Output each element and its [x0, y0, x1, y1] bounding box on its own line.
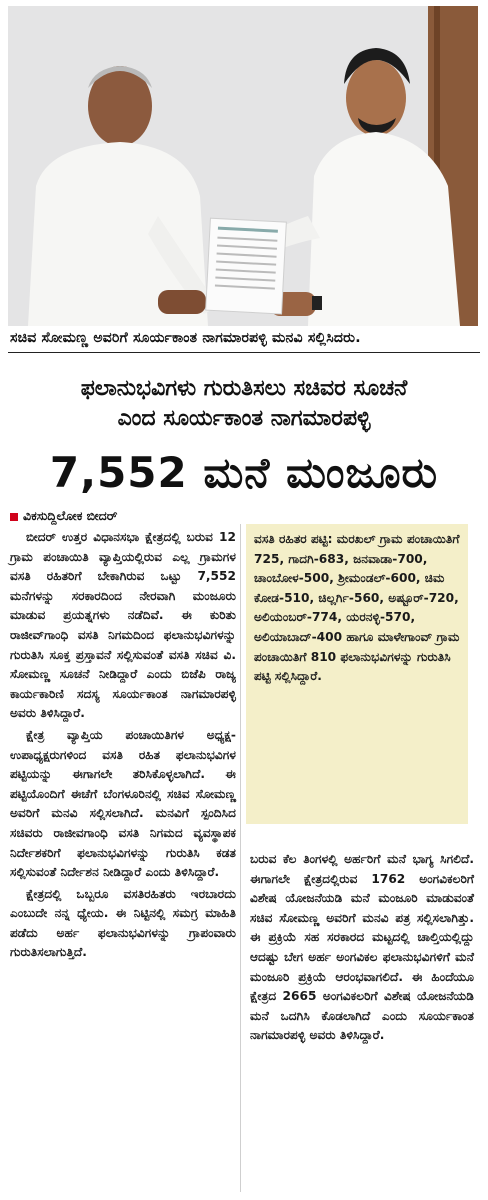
- photo-caption: ಸಚಿವ ಸೋಮಣ್ಣ ಅವರಿಗೆ ಸೂರ್ಯಕಾಂತ ನಾಗಮಾರಪಳ್ಳಿ ಮನವಿ ಸಲ್ಲಿಸಿದರು.: [10, 330, 361, 346]
- article-column-2: [250, 850, 474, 1048]
- byline-text: ವಿಕಸುದ್ದಿಲೋಕ ಬೀದರ್: [23, 508, 118, 523]
- paragraph: ಕ್ಷೇತ್ರ ವ್ಯಾಪ್ತಿಯ ಪಂಚಾಯಿತಿಗಳ ಅಧ್ಯಕ್ಷ-ಉಪಾಧ್ಯಕ್ಷರುಗಳಿಂದ ವಸತಿ ರಹಿತ ಫಲಾನುಭವಿಗಳ ಪಟ್ಟಿಯನ್ನು ಈಗಾಗಲೇ ತರಿಸಿಕೊಳ್ಳಲಾಗಿದೆ. ಈ ಪಟ್ಟಿಯೊಂದಿಗೆ ಈಚೆಗೆ ಬೆಂಗಳೂರಿನಲ್ಲಿ ಸಚಿವ ಸೋಮಣ್ಣ ಅವರಿಗೆ ಮನವಿ ಸಲ್ಲಿಸಲಾಗಿದೆ. ಮನವಿಗೆ ಸ್ಪಂದಿಸಿದ ಸಚಿವರು ರಾಜೀವಗಾಂಧಿ ವಸತಿ ನಿಗಮದ ವ್ಯವಸ್ಥಾಪಕ ನಿರ್ದೇಶಕರಿಗೆ ಫಲಾನುಭವಿಗಳನ್ನು ಗುರುತಿಸಿ ಕಡತ ಸಲ್ಲಿಸುವಂತೆ ನಿರ್ದೇಶನ ನೀಡಿದ್ದಾರೆ ಎಂದು ತಿಳಿಸಿದ್ದಾರೆ.: [10, 727, 236, 880]
- headline-line-1: ಫಲಾನುಭವಿಗಳು ಗುರುತಿಸಲು ಸಚಿವರ ಸೂಚನೆ: [80, 376, 408, 401]
- divider: [8, 352, 480, 353]
- paragraph: ಕ್ಷೇತ್ರದಲ್ಲಿ ಒಬ್ಬರೂ ವಸತಿರಹಿತರು ಇರಬಾರದು ಎಂಬುದೇ ನನ್ನ ಧ್ಯೇಯ. ಈ ನಿಟ್ಟಿನಲ್ಲಿ ಸಮಗ್ರ ಮಾಹಿತಿ ಪಡೆದು ಅರ್ಹ ಫಲಾನುಭವಿಗಳನ್ನು ಗ್ರಾಪಂವಾರು ಗುರುತಿಸಲಾಗುತ್ತಿದೆ.: [10, 886, 236, 960]
- main-headline: 7,552 ಮನೆ ಮಂಜೂರು: [49, 448, 439, 497]
- article-column-1: [10, 528, 236, 965]
- info-box: ವಸತಿ ರಹಿತರ ಪಟ್ಟಿ: ಮರಖಲ್ ಗ್ರಾಮ ಪಂಚಾಯಿತಿಗೆ 725, ಗಾದಗಿ-683, ಜನವಾಡಾ-700, ಚಾಂಬೋಳ-500, ಶ್ರೀಮಂಡಲ್-600, ಚಿಮ ಕೋಡ-510, ಚಿಲ್ಲರ್ಗಿ-560, ಅಷ್ಟೂರ್-720, ಅಲಿಯಂಬರ್-774, ಯರನಳ್ಳಿ-570, ಅಲಿಯಾಬಾದ್-400 ಹಾಗೂ ಮಾಳೇಗಾಂವ್ ಗ್ರಾಮ ಪಂಚಾಯಿತಿಗೆ 810 ಫಲಾನುಭವಿಗಳನ್ನು ಗುರುತಿಸಿ ಪಟ್ಟಿ ಸಲ್ಲಿಸಿದ್ದಾರೆ.: [246, 524, 468, 824]
- news-photo: [8, 6, 478, 326]
- headline-line-2: ಎಂದ ಸೂರ್ಯಕಾಂತ ನಾಗಮಾರಪಳ್ಳಿ: [117, 406, 371, 431]
- column-divider: [240, 524, 241, 1192]
- byline: [10, 508, 117, 524]
- paragraph: ಬರುವ ಕೆಲ ತಿಂಗಳಲ್ಲಿ ಅರ್ಹರಿಗೆ ಮನೆ ಭಾಗ್ಯ ಸಿಗಲಿದೆ. ಈಗಾಗಲೇ ಕ್ಷೇತ್ರದಲ್ಲಿರುವ 1762 ಅಂಗವಿಕಲರಿಗೆ ವಿಶೇಷ ಯೋಜನೆಯಡಿ ಮನೆ ಮಂಜೂರಿ ಮಾಡುವಂತೆ ಸಚಿವ ಸೋಮಣ್ಣ ಅವರಿಗೆ ಮನವಿ ಪತ್ರ ಸಲ್ಲಿಸಲಾಗಿತ್ತು. ಈ ಪ್ರಕ್ರಿಯೆ ಸಹ ಸರಕಾರದ ಮಟ್ಟದಲ್ಲಿ ಚಾಲ್ತಿಯಲ್ಲಿದ್ದು ಆದಷ್ಟು ಬೇಗ ಅರ್ಹ ಅಂಗವಿಕಲ ಫಲಾನುಭವಿಗಳಿಗೆ ಮನೆ ಮಂಜೂರಿ ಪ್ರಕ್ರಿಯೆ ಆರಂಭವಾಗಲಿದೆ. ಈ ಹಿಂದೆಯೂ ಕ್ಷೇತ್ರದ 2665 ಅಂಗವಿಕಲರಿಗೆ ವಿಶೇಷ ಯೋಜನೆಯಡಿ ಮನೆ ಒದಗಿಸಿ ಕೊಡಲಾಗಿದೆ ಎಂದು ಸೂರ್ಯಕಾಂತ ನಾಗಮಾರಪಳ್ಳಿ ಅವರು ತಿಳಿಸಿದ್ದಾರೆ.: [250, 852, 474, 1043]
- bullet-square-icon: [10, 513, 18, 521]
- paragraph: ಬೀದರ್ ಉತ್ತರ ವಿಧಾನಸಭಾ ಕ್ಷೇತ್ರದಲ್ಲಿ ಬರುವ 12 ಗ್ರಾಮ ಪಂಚಾಯಿತಿ ವ್ಯಾಪ್ತಿಯಲ್ಲಿರುವ ಎಲ್ಲ ಗ್ರಾಮಗಳ ವಸತಿ ರಹಿತರಿಗೆ ಬೇಕಾಗಿರುವ ಒಟ್ಟು 7,552 ಮನೆಗಳನ್ನು ಸರಕಾರದಿಂದ ನೇರವಾಗಿ ಮಂಜೂರು ಮಾಡುವ ಪ್ರಯತ್ನಗಳು ನಡೆದಿವೆ. ಈ ಕುರಿತು ರಾಜೀವ್‌ಗಾಂಧಿ ವಸತಿ ನಿಗಮದಿಂದ ಫಲಾನುಭವಿಗಳನ್ನು ಗುರುತಿಸಿ ಸೂಕ್ತ ಪ್ರಸ್ತಾವನೆ ಸಲ್ಲಿಸುವಂತೆ ವಸತಿ ಸಚಿವ ವಿ. ಸೋಮಣ್ಣ ಸೂಚನೆ ನೀಡಿದ್ದಾರೆ ಎಂದು ಬಿಜೆಪಿ ರಾಜ್ಯ ಕಾರ್ಯಕಾರಿಣಿ ಸದಸ್ಯ ಸೂರ್ಯಕಾಂತ ನಾಗಮಾರಪಳ್ಳಿ ಅವರು ತಿಳಿಸಿದ್ದಾರೆ.: [10, 530, 236, 721]
